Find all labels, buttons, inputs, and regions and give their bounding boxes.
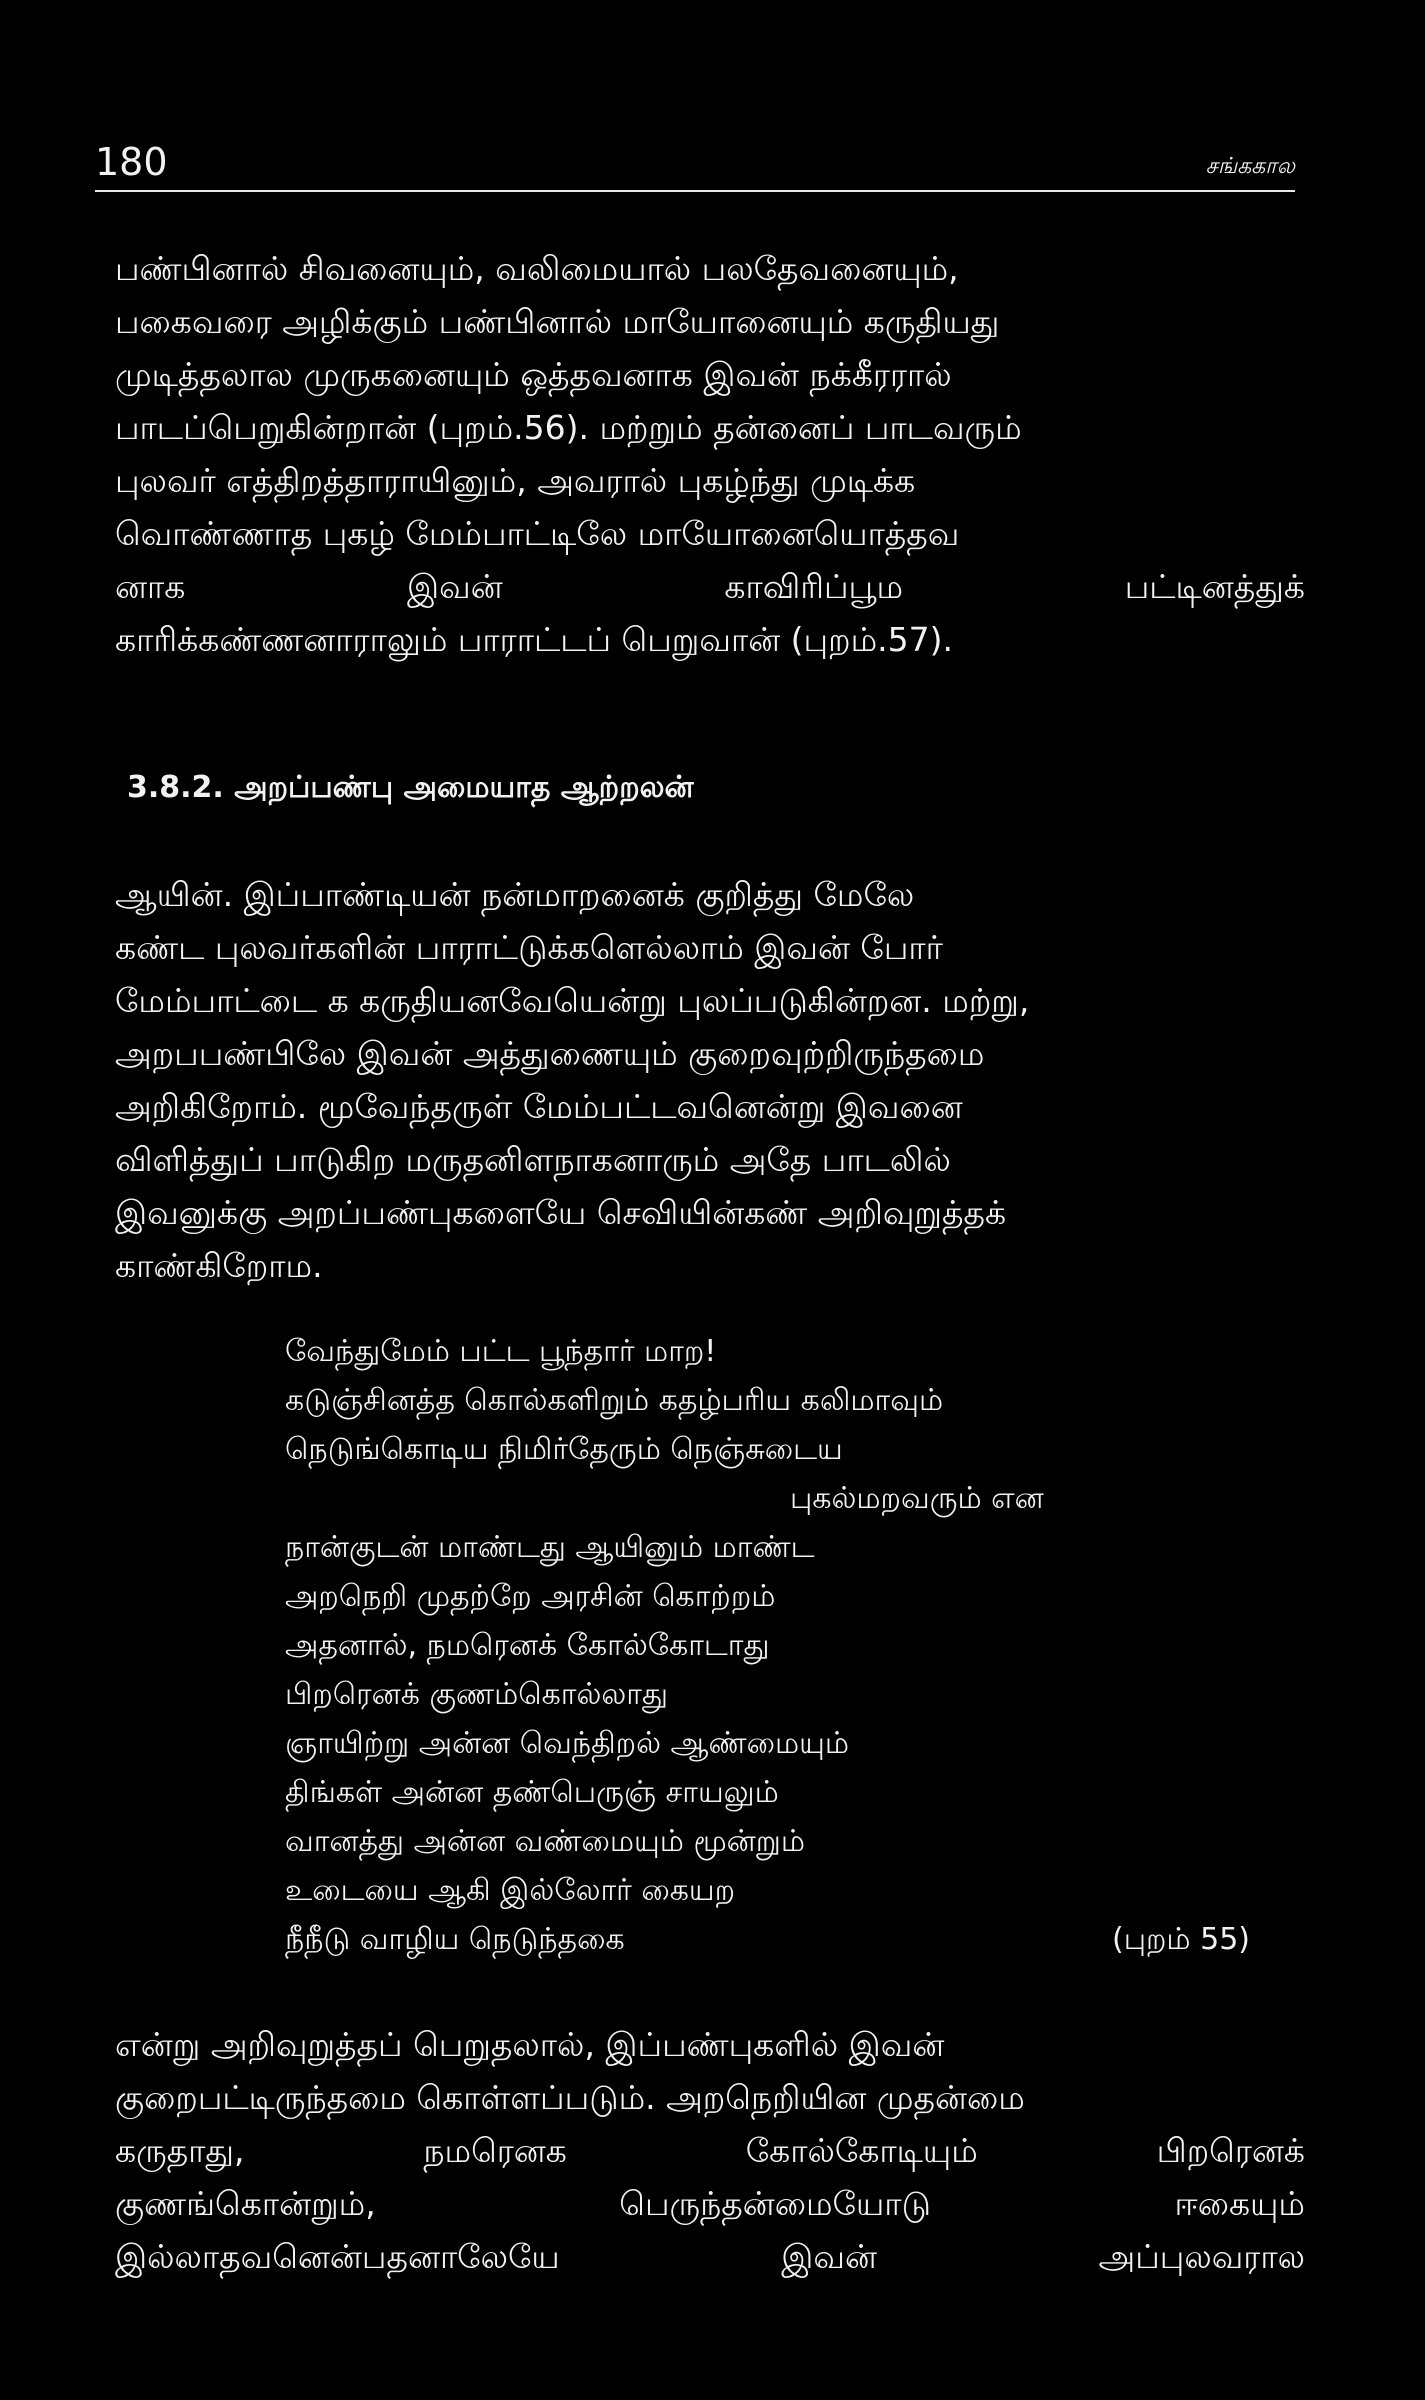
- section-number: 3.8.2.: [127, 770, 224, 805]
- text-line: மேம்பாட்டை க கருதியனவேயென்று புலப்படுகின்றன. மற்று,: [115, 981, 1030, 1020]
- poem-line-text: நீநீடு வாழிய நெடுந்தகை: [285, 1922, 625, 1957]
- text-line: [115, 2177, 1305, 2230]
- word: பெருந்தன்மையோடு: [619, 2184, 931, 2223]
- header-rule: [95, 190, 1295, 192]
- poem-line: [285, 1915, 1270, 1964]
- word: கோல்கோடியும்: [745, 2131, 978, 2170]
- paragraph-1: [115, 242, 1305, 666]
- text-line: [115, 2124, 1305, 2177]
- text-line: என்று அறிவுறுத்தப் பெறுதலால், இப்பண்புகளில் இவன்: [115, 2025, 945, 2064]
- text-line: [115, 560, 1305, 613]
- word: அப்புலவரால: [1098, 2237, 1305, 2276]
- quoted-poem: [285, 1327, 1270, 1964]
- poem-line: நான்குடன் மாண்டது ஆயினும் மாண்ட: [285, 1530, 815, 1565]
- poem-line: புகல்மறவரும் என: [790, 1481, 1044, 1516]
- poem-line: கடுஞ்சினத்த கொல்களிறும் கதழ்பரிய கலிமாவும்: [285, 1383, 944, 1418]
- poem-line: நெடுங்கொடிய நிமிர்தேரும் நெஞ்சுடைய: [285, 1432, 843, 1467]
- text-line: அறபபண்பிலே இவன் அத்துணையும் குறைவுற்றிருந்தமை: [115, 1034, 985, 1073]
- poem-line: வானத்து அன்ன வண்மையும் மூன்றும்: [285, 1824, 805, 1859]
- poem-citation: (புறம் 55): [1111, 1922, 1250, 1957]
- text-line: காரிக்கண்ணனாராலும் பாராட்டப் பெறுவான் (புறம்.57).: [115, 620, 953, 659]
- page-header: [95, 140, 1295, 190]
- section-heading: [127, 770, 694, 809]
- text-line: ஆயின். இப்பாண்டியன் நன்மாறனைக் குறித்து மேலே: [115, 875, 915, 914]
- text-line: பண்பினால் சிவனையும், வலிமையால் பலதேவனையும்,: [115, 249, 959, 288]
- word: குணங்கொன்றும்,: [115, 2184, 376, 2223]
- text-line: கண்ட புலவர்களின் பாராட்டுக்களெல்லாம் இவன் போர்: [115, 928, 943, 967]
- text-line: விளித்துப் பாடுகிற மருதனிளநாகனாரும் அதே பாடலில்: [115, 1140, 951, 1179]
- word: பிறரெனக்: [1156, 2131, 1305, 2170]
- text-line: இவனுக்கு அறப்பண்புகளையே செவியின்கண் அறிவுறுத்தக்: [115, 1193, 1007, 1232]
- text-line: பகைவரை அழிக்கும் பண்பினால் மாயோனையும் கருதியது: [115, 302, 1000, 341]
- poem-line: உடையை ஆகி இல்லோர் கையற: [285, 1873, 736, 1908]
- word: இவன்: [407, 567, 503, 606]
- running-head: சங்ககால: [1205, 154, 1295, 179]
- poem-line: பிறரெனக் குணம்கொல்லாது: [285, 1677, 668, 1712]
- page-number: 180: [95, 140, 168, 184]
- word: இவன்: [781, 2237, 877, 2276]
- poem-line: அதனால், நமரெனக் கோல்கோடாது: [285, 1628, 770, 1663]
- paragraph-2: [115, 868, 1305, 1292]
- poem-line: அறநெறி முதற்றே அரசின் கொற்றம்: [285, 1579, 776, 1614]
- text-line: [115, 2230, 1305, 2283]
- text-line: அறிகிறோம். மூவேந்தருள் மேம்பட்டவனென்று இவனை: [115, 1087, 963, 1126]
- word: கருதாது,: [115, 2131, 245, 2170]
- poem-line: வேந்துமேம் பட்ட பூந்தார் மாற!: [285, 1334, 717, 1369]
- text-line: வொண்ணாத புகழ் மேம்பாட்டிலே மாயோனையொத்தவ: [115, 514, 960, 553]
- text-line: காண்கிறோம.: [115, 1246, 323, 1285]
- poem-line: திங்கள் அன்ன தண்பெருஞ் சாயலும்: [285, 1775, 779, 1810]
- text-line: குறைபட்டிருந்தமை கொள்ளப்படும். அறநெறியின முதன்மை: [115, 2078, 1025, 2117]
- paragraph-3: [115, 2018, 1305, 2283]
- poem-line: ஞாயிற்று அன்ன வெந்திறல் ஆண்மையும்: [285, 1726, 850, 1761]
- word: நமரெனக: [423, 2131, 567, 2170]
- word: பட்டினத்துக்: [1124, 567, 1305, 606]
- section-title: அறப்பண்பு அமையாத ஆற்றலன்: [234, 770, 694, 805]
- text-line: புலவர் எத்திறத்தாராயினும், அவரால் புகழ்ந்து முடிக்க: [115, 461, 916, 500]
- word: காவிரிப்பூம: [724, 567, 904, 606]
- text-line: பாடப்பெறுகின்றான் (புறம்.56). மற்றும் தன்னைப் பாடவரும்: [115, 408, 1022, 447]
- word: இல்லாதவனென்பதனாலேயே: [115, 2237, 560, 2276]
- word: னாக: [115, 567, 186, 606]
- word: ஈகையும்: [1174, 2184, 1305, 2223]
- text-line: முடித்தலால முருகனையும் ஒத்தவனாக இவன் நக்கீரரால்: [115, 355, 952, 394]
